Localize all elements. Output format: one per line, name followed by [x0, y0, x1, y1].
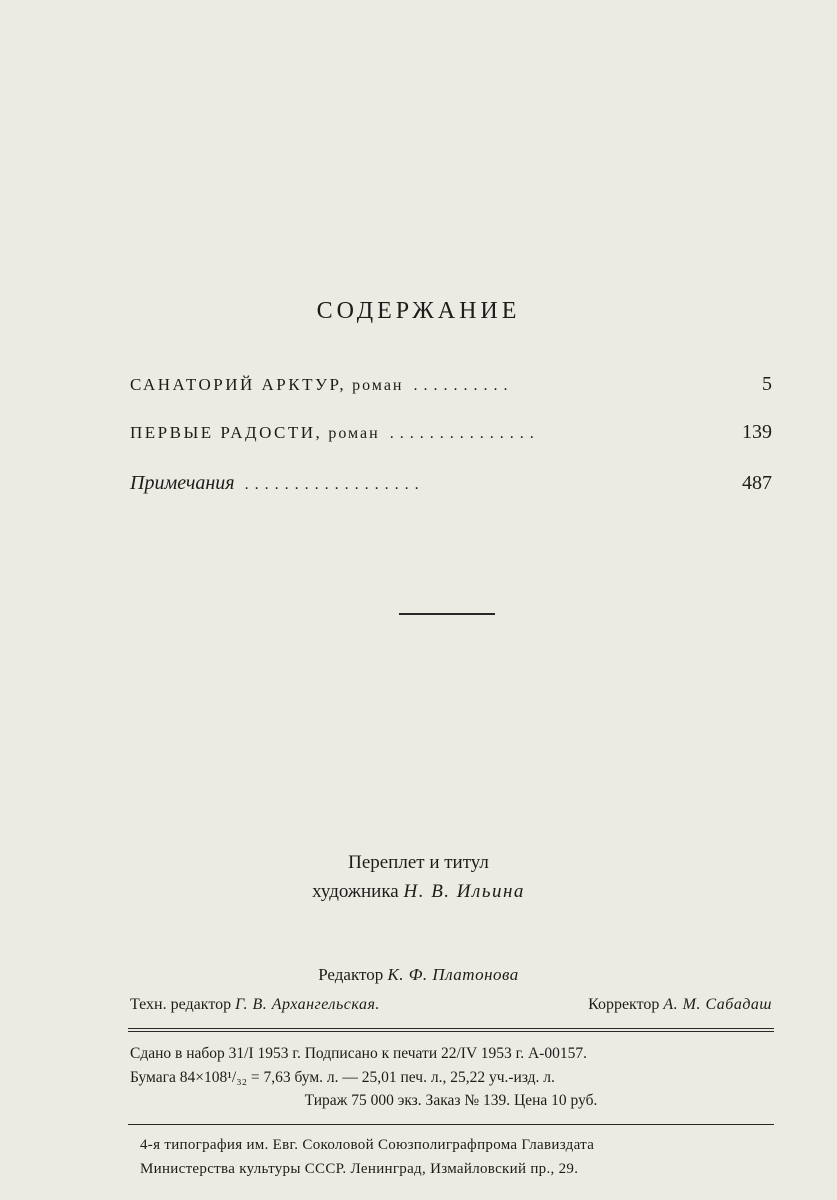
editor-line [0, 965, 837, 985]
toc-leader-dots: .......... [413, 377, 514, 394]
toc-entry-title: Примечания [130, 472, 235, 494]
toc-entry-title: ПЕРВЫЕ РАДОСТИ, [130, 423, 323, 442]
corrector-name: А. М. Сабадаш [663, 996, 772, 1013]
rule-top [128, 1028, 774, 1029]
toc-page-number: 487 [742, 472, 772, 494]
toc-entry-title: САНАТОРИЙ АРКТУР, [130, 375, 347, 394]
tech-editor-label: Техн. редактор [130, 996, 232, 1013]
section-divider [399, 613, 495, 615]
staff-line [130, 996, 772, 1014]
credit-artist-name: Н. В. Ильина [403, 881, 525, 902]
printer-line-2: Министерства культуры СССР. Ленинград, Измайловский пр., 29. [140, 1161, 579, 1177]
toc-entry-arktur [130, 373, 772, 403]
imprint-print-run: Тираж 75 000 экз. Заказ № 139. Цена 10 руб. [304, 1092, 598, 1109]
corrector [588, 996, 772, 1014]
corrector-label: Корректор [588, 996, 660, 1013]
toc-leader-dots: .................. [244, 476, 425, 493]
credit-binding: Переплет и титул [348, 852, 489, 873]
toc-entry-genre: роман [328, 425, 380, 442]
tech-editor [130, 996, 380, 1014]
credit-artist-label: художника [312, 881, 399, 902]
rule-top-double [128, 1031, 774, 1032]
toc-entry-radosti [130, 421, 772, 451]
credit-artist [0, 881, 837, 903]
editor-name: К. Ф. Платонова [387, 965, 519, 984]
tech-editor-name: Г. В. Архангельская. [235, 996, 380, 1013]
rule-bottom [128, 1124, 774, 1125]
printer-line-1: 4-я типография им. Евг. Соколовой Союзполиграфпрома Главиздата [140, 1137, 595, 1153]
toc-leader-dots: ............... [389, 425, 540, 442]
toc-page-number: 139 [742, 421, 772, 443]
editor-label: Редактор [318, 965, 384, 984]
imprint-paper: Бумага 84×108¹/₃₂ = 7,63 бум. л. — 25,01 печ. л., 25,22 уч.-изд. л. [130, 1069, 555, 1086]
imprint-dates: Сдано в набор 31/I 1953 г. Подписано к печати 22/IV 1953 г. А-00157. [130, 1045, 587, 1062]
toc-entry-genre: роман [352, 377, 404, 394]
toc-heading: СОДЕРЖАНИЕ [316, 298, 521, 324]
toc-entry-notes [130, 472, 772, 502]
toc-page-number: 5 [762, 373, 772, 395]
